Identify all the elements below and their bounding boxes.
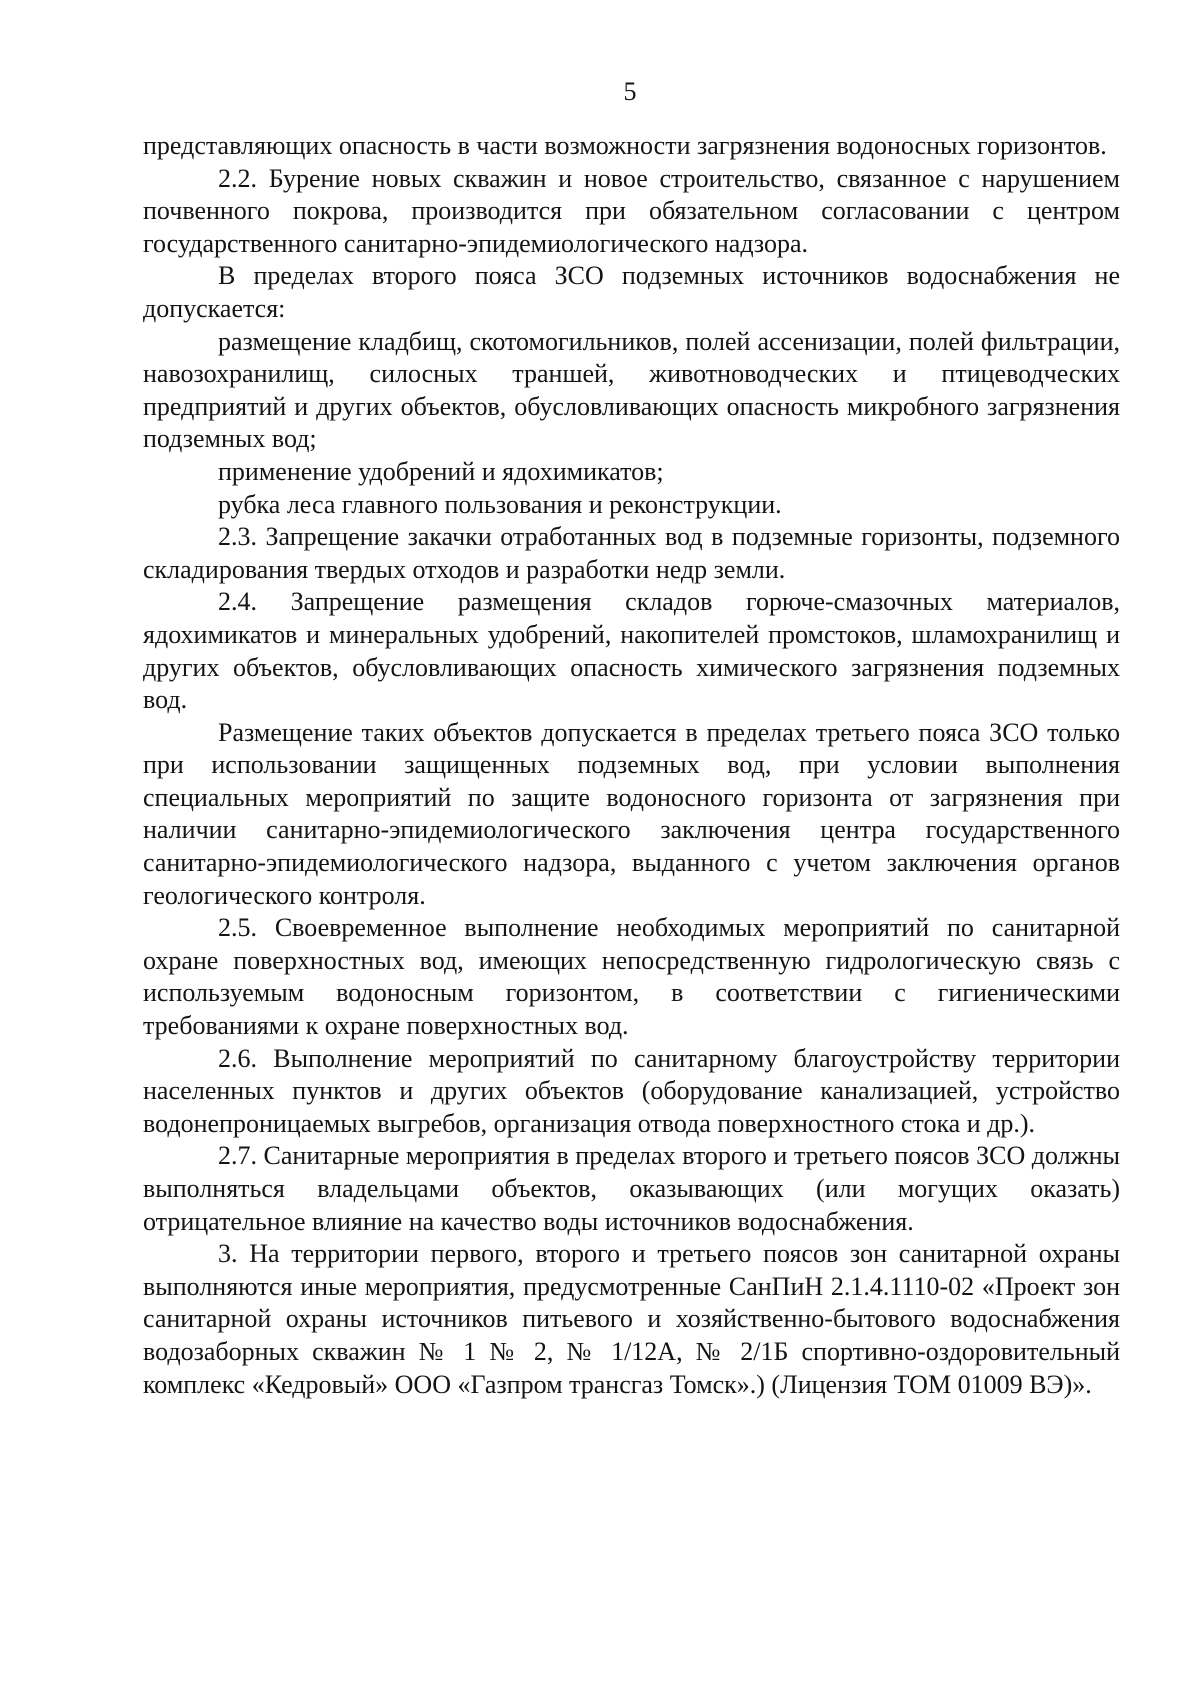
paragraph-3: 3. На территории первого, второго и третьего поясов зон санитарной охраны выполняются иные мероприятия, предусмотренные СанПиН 2.1.4.1110-02 «Проект зон санитарной охраны источников питьевого и хозяйственно-бытового водоснабжения водозаборных скважин № 1 № 2, № 1/12А, № 2/1Б спортивно-оздоровительный комплекс «Кедровый» ООО «Газпром трансгаз Томск».) (Лицензия ТОМ 01009 ВЭ)». [143, 1239, 1120, 1399]
paragraph-2-3: 2.3. Запрещение закачки отработанных вод в подземные горизонты, подземного складирования твердых отходов и разработки недр земли. [143, 522, 1120, 584]
paragraph-2-6: 2.6. Выполнение мероприятий по санитарному благоустройству территории населенных пунктов и других объектов (оборудование канализацией, устройство водонепроницаемых выгребов, организация отвода поверхностного стока и др.). [143, 1043, 1120, 1138]
paragraph-list-item-cemeteries: размещение кладбищ, скотомогильников, полей ассенизации, полей фильтрации, навозохранилищ, силосных траншей, животноводческих и птицеводческих предприятий и других объектов, обусловливающих опасность микробного загрязнения подземных вод; [143, 326, 1120, 454]
paragraph-2-7: 2.7. Санитарные мероприятия в пределах второго и третьего поясов ЗСО должны выполняться владельцами объектов, оказывающих (или могущих оказать) отрицательное влияние на качество воды источников водоснабжения. [143, 1141, 1120, 1236]
document-body [143, 130, 1120, 1401]
paragraph-list-item-fertilizers: применение удобрений и ядохимикатов; [218, 456, 664, 486]
paragraph-2-4: 2.4. Запрещение размещения складов горюче-смазочных материалов, ядохимикатов и минеральных удобрений, накопителей промстоков, шламохранилищ и других объектов, обусловливающих опасность химического загрязнения подземных вод. [143, 587, 1120, 715]
paragraph-second-belt-intro: В пределах второго пояса ЗСО подземных источников водоснабжения не допускается: [143, 261, 1120, 323]
page-number: 5 [623, 77, 637, 106]
paragraph-continuation: представляющих опасность в части возможности загрязнения водоносных горизонтов. [143, 131, 1107, 160]
paragraph-third-belt-placement: Размещение таких объектов допускается в пределах третьего пояса ЗСО только при использовании защищенных подземных вод, при условии выполнения специальных мероприятий по защите водоносного горизонта от загрязнения при наличии санитарно-эпидемиологического заключения центра государственного санитарно-эпидемиологического надзора, выданного с учетом заключения органов геологического контроля. [143, 717, 1120, 910]
paragraph-2-5: 2.5. Своевременное выполнение необходимых мероприятий по санитарной охране поверхностных вод, имеющих непосредственную гидрологическую связь с используемым водоносным горизонтом, в соответствии с гигиеническими требованиями к охране поверхностных вод. [143, 913, 1120, 1041]
paragraph-list-item-logging: рубка леса главного пользования и реконструкции. [218, 489, 782, 519]
paragraph-2-2: 2.2. Бурение новых скважин и новое строительство, связанное с нарушением почвенного покрова, производится при обязательном согласовании с центром государственного санитарно-эпидемиологического надзора. [143, 163, 1120, 258]
